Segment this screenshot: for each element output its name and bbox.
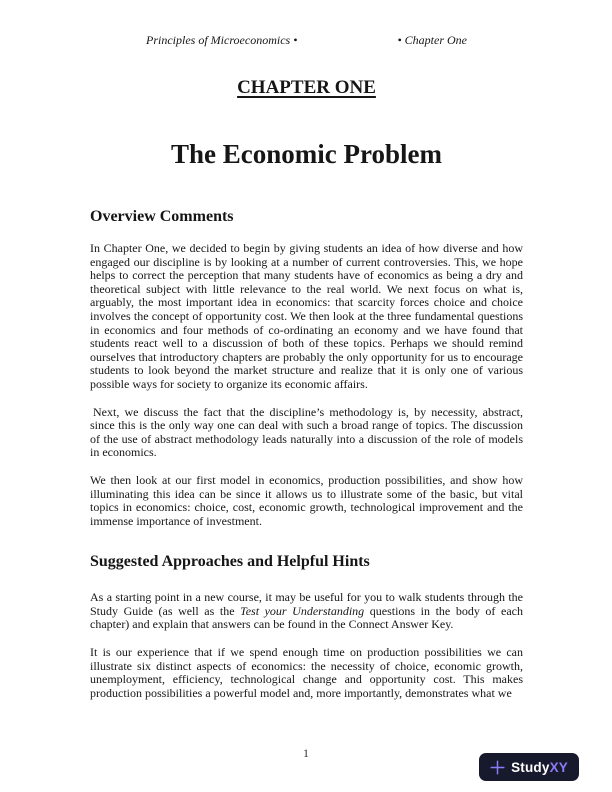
- page-number: 1: [303, 746, 309, 760]
- logo-study: Study: [511, 759, 550, 775]
- running-header-right: • Chapter One: [397, 33, 467, 47]
- document-title: The Economic Problem: [171, 139, 442, 169]
- running-header-left: Principles of Microeconomics •: [146, 33, 298, 47]
- chapter-heading: CHAPTER ONE: [237, 77, 376, 98]
- plus-icon: [490, 760, 505, 775]
- page-content: [90, 0, 523, 700]
- logo-text: [511, 760, 568, 775]
- studyxy-logo-badge: [479, 753, 579, 781]
- italic-phrase: Test your Understanding: [240, 603, 365, 618]
- paragraph-text-pre: As a starting point in a new course, it may be useful for you to walk students through the Study Guide (as well as the: [90, 590, 523, 618]
- paragraph-overview-2: Next, we discuss the fact that the discipline’s methodology is, by necessity, abstract, since this is the only way one can deal with such a broad range of topics. The discussion of the use of abstract methodology leads naturally into a discussion of the role of models in economics.: [90, 404, 523, 460]
- paragraph-suggested-1: [90, 591, 523, 632]
- paragraph-suggested-2: It is our experience that if we spend enough time on production possibilities we can illustrate six distinct aspects of economics: the necessity of choice, economic growth, unemployment, efficiency, technological change and opportunity cost. This makes production possibilities a powerful model and, more importantly, demonstrates what we: [90, 645, 523, 700]
- paragraph-text-post: questions in the body of each chapter) and explain that answers can be found in the Connect Answer Key.: [90, 603, 523, 632]
- paragraph-overview-1: In Chapter One, we decided to begin by giving students an idea of how diverse and how engaged our discipline is by looking at a number of current controversies. This, we hope helps to correct the perception that many students have of economics as being a dry and theoretical subject with little relevance to the real world. We next focus on what is, arguably, the most important idea in economics: that scarcity forces choice and choice involves the concept of opportunity cost. We then look at the three fundamental questions in economics and four methods of co-ordinating an economy and we have found that students react well to a discussion of both of these topics. Perhaps we should remind ourselves that introductory chapters are probably the only opportunity for us to encourage students to look beyond the market structure and realize that it is only one of various possible ways for society to organize its economic affairs.: [90, 241, 523, 391]
- logo-xy: XY: [549, 759, 568, 775]
- section-heading-overview: Overview Comments: [90, 208, 234, 225]
- section-heading-suggested: Suggested Approaches and Helpful Hints: [90, 553, 370, 571]
- paragraph-overview-3: We then look at our first model in economics, production possibilities, and show how illuminating this idea can be since it allows us to illustrate some of the basic, but vital topics in economics: choice, cost, economic growth, technological improvement and the immense importance of investment.: [90, 472, 523, 528]
